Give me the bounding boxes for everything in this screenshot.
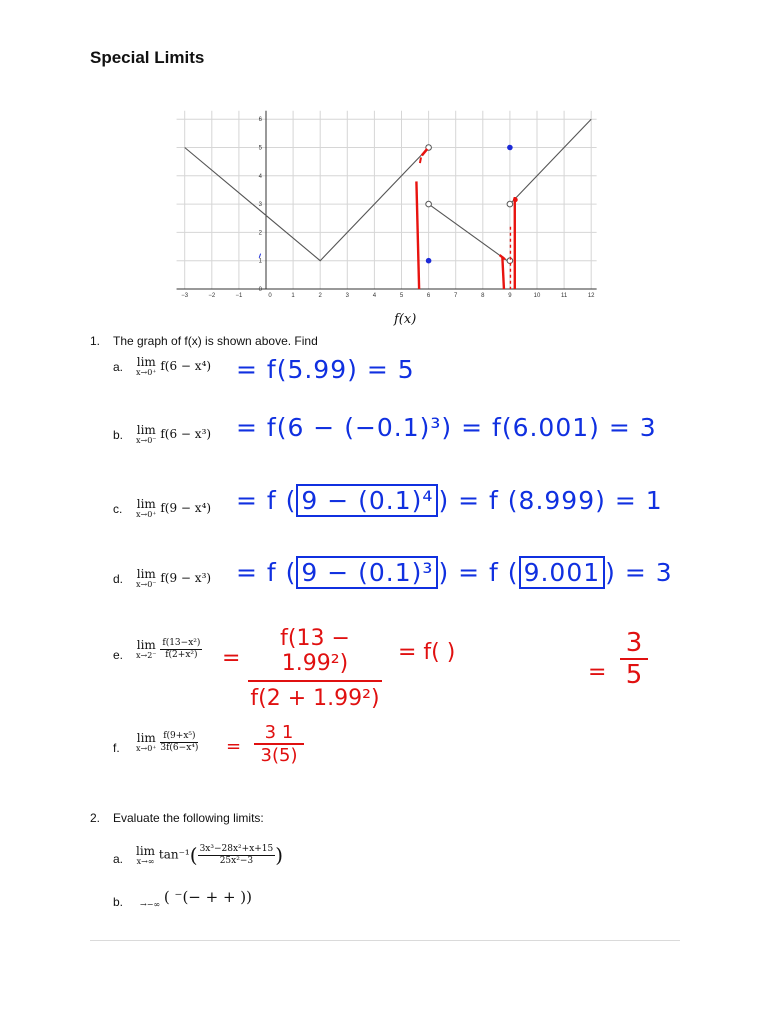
graph-axes bbox=[177, 111, 597, 289]
function-graph bbox=[0, 0, 768, 330]
red-mark-line bbox=[416, 181, 419, 289]
graph-caption: f(x) bbox=[394, 312, 417, 327]
q1c-label: c. bbox=[113, 502, 123, 516]
q1b-handwritten-answer: = f(6 − (−0.1)³) = f(6.001) = 3 bbox=[236, 413, 657, 442]
q1e-handwritten-result: 3 5 bbox=[620, 628, 648, 690]
x-tick-label: 4 bbox=[372, 293, 377, 299]
x-tick-label: 7 bbox=[454, 293, 458, 299]
filled-point bbox=[507, 145, 513, 151]
x-tick-label: 6 bbox=[426, 293, 431, 299]
y-tick-label: 2 bbox=[258, 230, 262, 237]
graph-annotations bbox=[416, 149, 517, 289]
graph-grid bbox=[177, 111, 597, 289]
q1b-label: b. bbox=[113, 428, 124, 442]
x-tick-label: 11 bbox=[560, 293, 568, 299]
q1f-label: f. bbox=[113, 741, 120, 755]
q1d-handwritten-answer: = f ( 9 − (0.1)³ ) = f ( 9.001 ) = 3 bbox=[236, 558, 673, 587]
filled-point bbox=[426, 258, 432, 264]
x-tick-label: −2 bbox=[208, 293, 216, 299]
q1d-expression: lim x→0⁻ f(9 − x³) bbox=[136, 567, 212, 589]
page-title: Special Limits bbox=[90, 48, 205, 67]
q1c-handwritten-answer: = f ( 9 − (0.1)⁴ ) = f (8.999) = 1 bbox=[236, 486, 663, 515]
q1e-equals: = bbox=[222, 646, 241, 671]
y-tick-label: 6 bbox=[258, 117, 262, 124]
question-2-text: Evaluate the following limits: bbox=[113, 811, 264, 825]
open-point bbox=[426, 201, 432, 207]
q1a-handwritten-answer: = f(5.99) = 5 bbox=[236, 355, 415, 384]
q1f-expression: lim x→0⁺ $\frac{\text{f(9+x⁵)}}{\text{3f(6−x⁴)}}$ bbox=[136, 731, 199, 753]
x-tick-label: −3 bbox=[181, 293, 189, 299]
q2b-expression: →−∞ ( ⁻(− + + )) bbox=[140, 888, 253, 909]
y-tick-label: 3 bbox=[258, 202, 262, 209]
red-mark-line bbox=[502, 256, 504, 289]
q1e-equals-2: = bbox=[588, 660, 607, 685]
graph-ticks bbox=[181, 117, 595, 299]
bottom-divider bbox=[90, 940, 680, 941]
question-1-text: The graph of f(x) is shown above. Find bbox=[113, 334, 318, 348]
question-2-number: 2. bbox=[90, 811, 101, 825]
x-tick-label: 9 bbox=[508, 293, 512, 299]
x-tick-label: 12 bbox=[587, 293, 595, 299]
x-tick-label: −1 bbox=[235, 293, 243, 299]
x-tick-label: 2 bbox=[318, 293, 322, 299]
q2a-label: a. bbox=[113, 852, 124, 866]
q1e-handwritten-fraction: f(13 − 1.99²) f(2 + 1.99²) bbox=[248, 626, 382, 711]
q1a-label: a. bbox=[113, 360, 124, 374]
q1c-expression: lim x→0⁺ f(9 − x⁴) bbox=[136, 497, 212, 519]
x-tick-label: 1 bbox=[291, 293, 295, 299]
question-1-number: 1. bbox=[90, 334, 101, 348]
q1e-handwritten-middle: = f( ) bbox=[398, 640, 456, 665]
q2b-label: b. bbox=[113, 895, 124, 909]
y-tick-label: 0 bbox=[258, 287, 262, 293]
q1f-equals: = bbox=[226, 736, 242, 757]
x-tick-label: 5 bbox=[399, 293, 404, 299]
q1b-expression: lim x→0⁻ f(6 − x³) bbox=[136, 423, 212, 445]
graph-curve bbox=[185, 119, 592, 263]
red-mark-tick bbox=[420, 157, 421, 163]
q1d-label: d. bbox=[113, 572, 124, 586]
curve-segment-right bbox=[510, 119, 591, 204]
red-mark-tick bbox=[500, 255, 505, 259]
q1f-handwritten-fraction: 3 1 3(5) bbox=[254, 722, 304, 766]
open-point bbox=[507, 201, 513, 207]
x-tick-label: 8 bbox=[481, 293, 485, 299]
q1e-label: e. bbox=[113, 648, 124, 662]
y-tick-label: 5 bbox=[258, 145, 262, 152]
y-tick-label: 4 bbox=[258, 173, 262, 180]
red-mark-dot bbox=[513, 197, 518, 202]
q2a-expression: lim x→∞ tan⁻¹( $\frac{\text{3x³−28x²+x+15}}{\text{25x²−3}}$ ) bbox=[136, 843, 284, 867]
q1a-expression: lim x→0⁺ f(6 − x⁴) bbox=[136, 355, 212, 377]
red-mark-tick bbox=[422, 149, 427, 156]
x-tick-label: 10 bbox=[533, 293, 541, 299]
x-tick-label: 3 bbox=[345, 293, 349, 299]
y-tick-label: 1 bbox=[258, 258, 262, 265]
x-tick-label: 0 bbox=[268, 293, 272, 299]
q1e-expression: lim x→2⁻ $\frac{\text{f(13−x²)}}{\text{f(2+x²)}}$ bbox=[136, 638, 201, 660]
blue-stub bbox=[259, 254, 260, 258]
